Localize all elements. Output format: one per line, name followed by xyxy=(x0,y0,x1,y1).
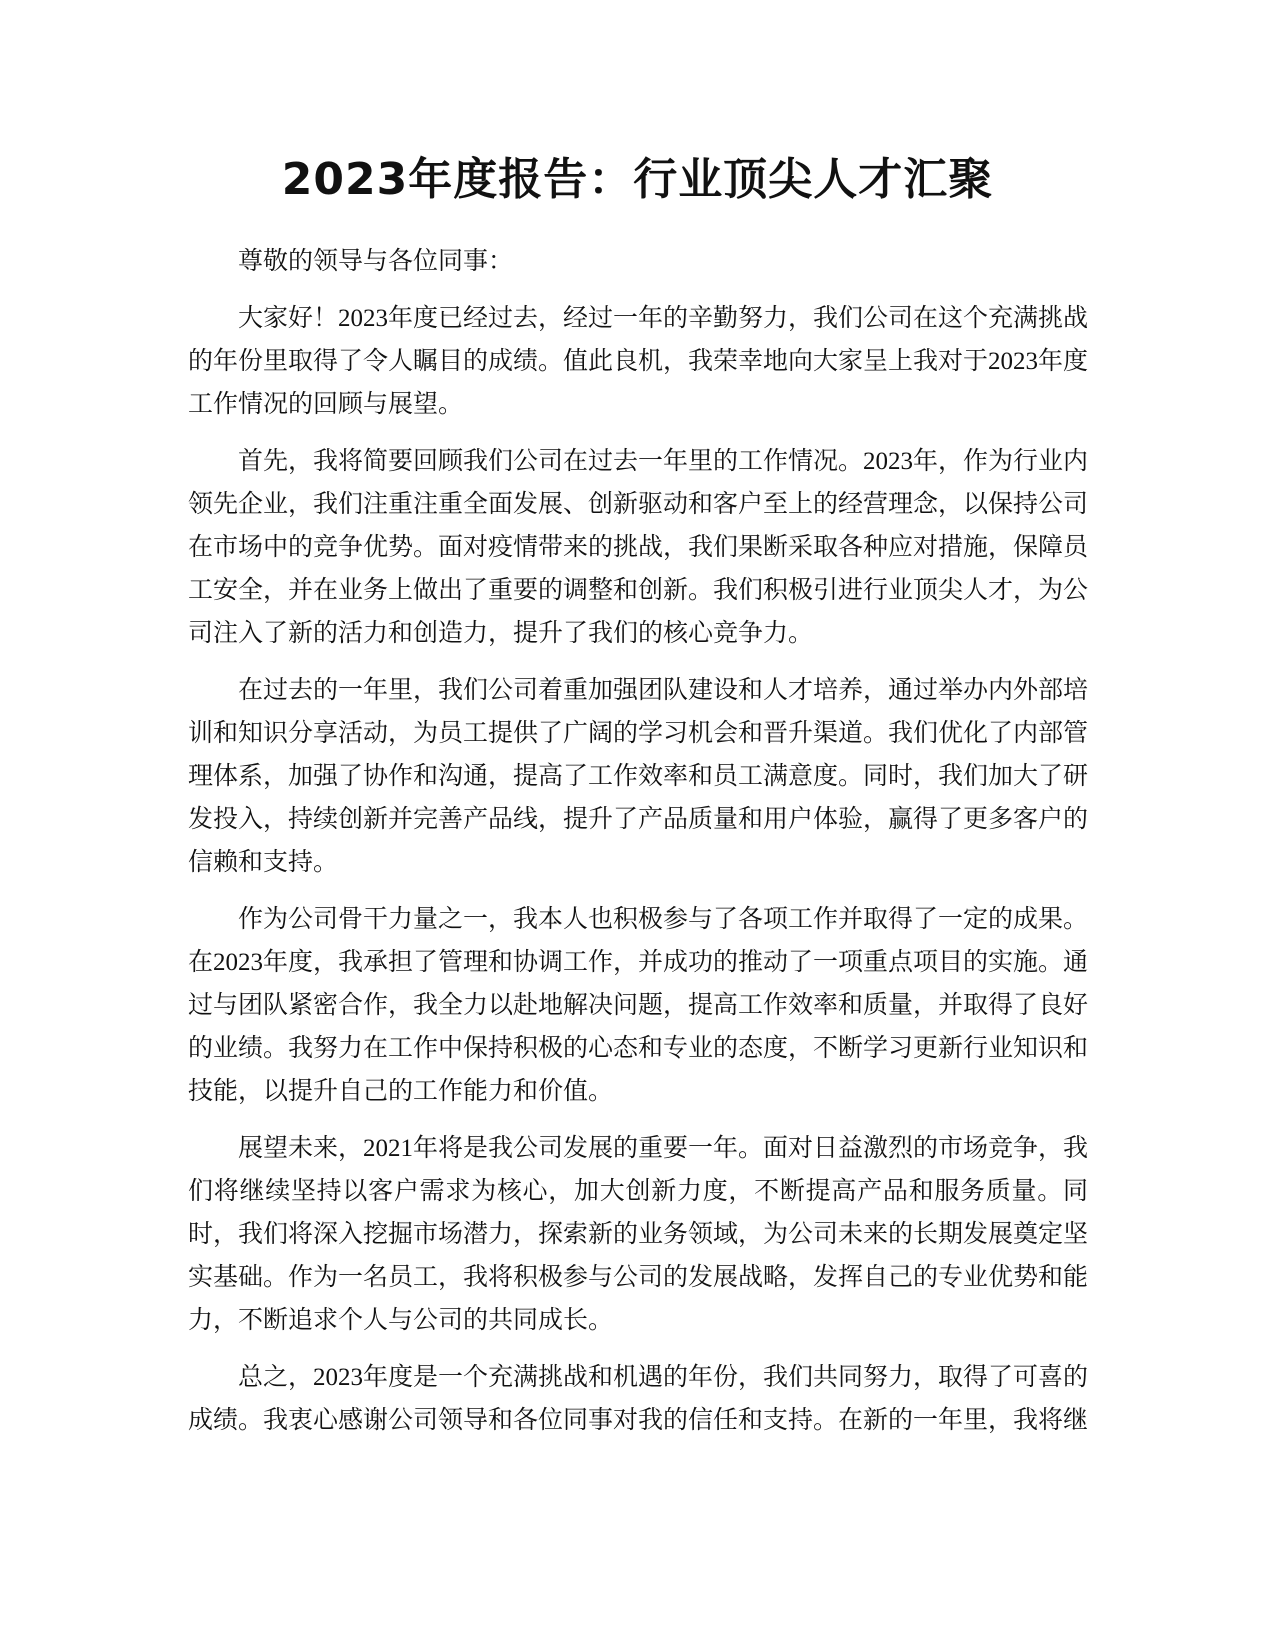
document-body xyxy=(188,240,1088,1456)
body-paragraph: 在过去的一年里，我们公司着重加强团队建设和人才培养，通过举办内外部培训和知识分享活动，为员工提供了广阔的学习机会和晋升渠道。我们优化了内部管理体系，加强了协作和沟通，提高了工作效率和员工满意度。同时，我们加大了研发投入，持续创新并完善产品线，提升了产品质量和用户体验，赢得了更多客户的信赖和支持。 xyxy=(188,677,1089,876)
body-paragraph: 首先，我将简要回顾我们公司在过去一年里的工作情况。2023年，作为行业内领先企业，我们注重注重全面发展、创新驱动和客户至上的经营理念，以保持公司在市场中的竞争优势。面对疫情带来的挑战，我们果断采取各种应对措施，保障员工安全，并在业务上做出了重要的调整和创新。我们积极引进行业顶尖人才，为公司注入了新的活力和创造力，提升了我们的核心竞争力。 xyxy=(188,448,1089,647)
body-paragraph: 展望未来，2021年将是我公司发展的重要一年。面对日益激烈的市场竞争，我们将继续坚持以客户需求为核心，加大创新力度，不断提高产品和服务质量。同时，我们将深入挖掘市场潜力，探索新的业务领域，为公司未来的长期发展奠定坚实基础。作为一名员工，我将积极参与公司的发展战略，发挥自己的专业优势和能力，不断追求个人与公司的共同成长。 xyxy=(188,1135,1089,1334)
document-title: 2023年度报告：行业顶尖人才汇聚 xyxy=(281,154,994,205)
salutation-paragraph: 尊敬的领导与各位同事： xyxy=(238,248,514,275)
body-paragraph: 总之，2023年度是一个充满挑战和机遇的年份，我们共同努力，取得了可喜的成绩。我衷心感谢公司领导和各位同事对我的信任和支持。在新的一年里，我将继 xyxy=(188,1364,1089,1434)
body-paragraph: 大家好！2023年度已经过去，经过一年的辛勤努力，我们公司在这个充满挑战的年份里取得了令人瞩目的成绩。值此良机，我荣幸地向大家呈上我对于2023年度工作情况的回顾与展望。 xyxy=(188,305,1089,418)
body-paragraph: 作为公司骨干力量之一，我本人也积极参与了各项工作并取得了一定的成果。在2023年度，我承担了管理和协调工作，并成功的推动了一项重点项目的实施。通过与团队紧密合作，我全力以赴地解决问题，提高工作效率和质量，并取得了良好的业绩。我努力在工作中保持积极的心态和专业的态度，不断学习更新行业知识和技能，以提升自己的工作能力和价值。 xyxy=(188,906,1089,1105)
